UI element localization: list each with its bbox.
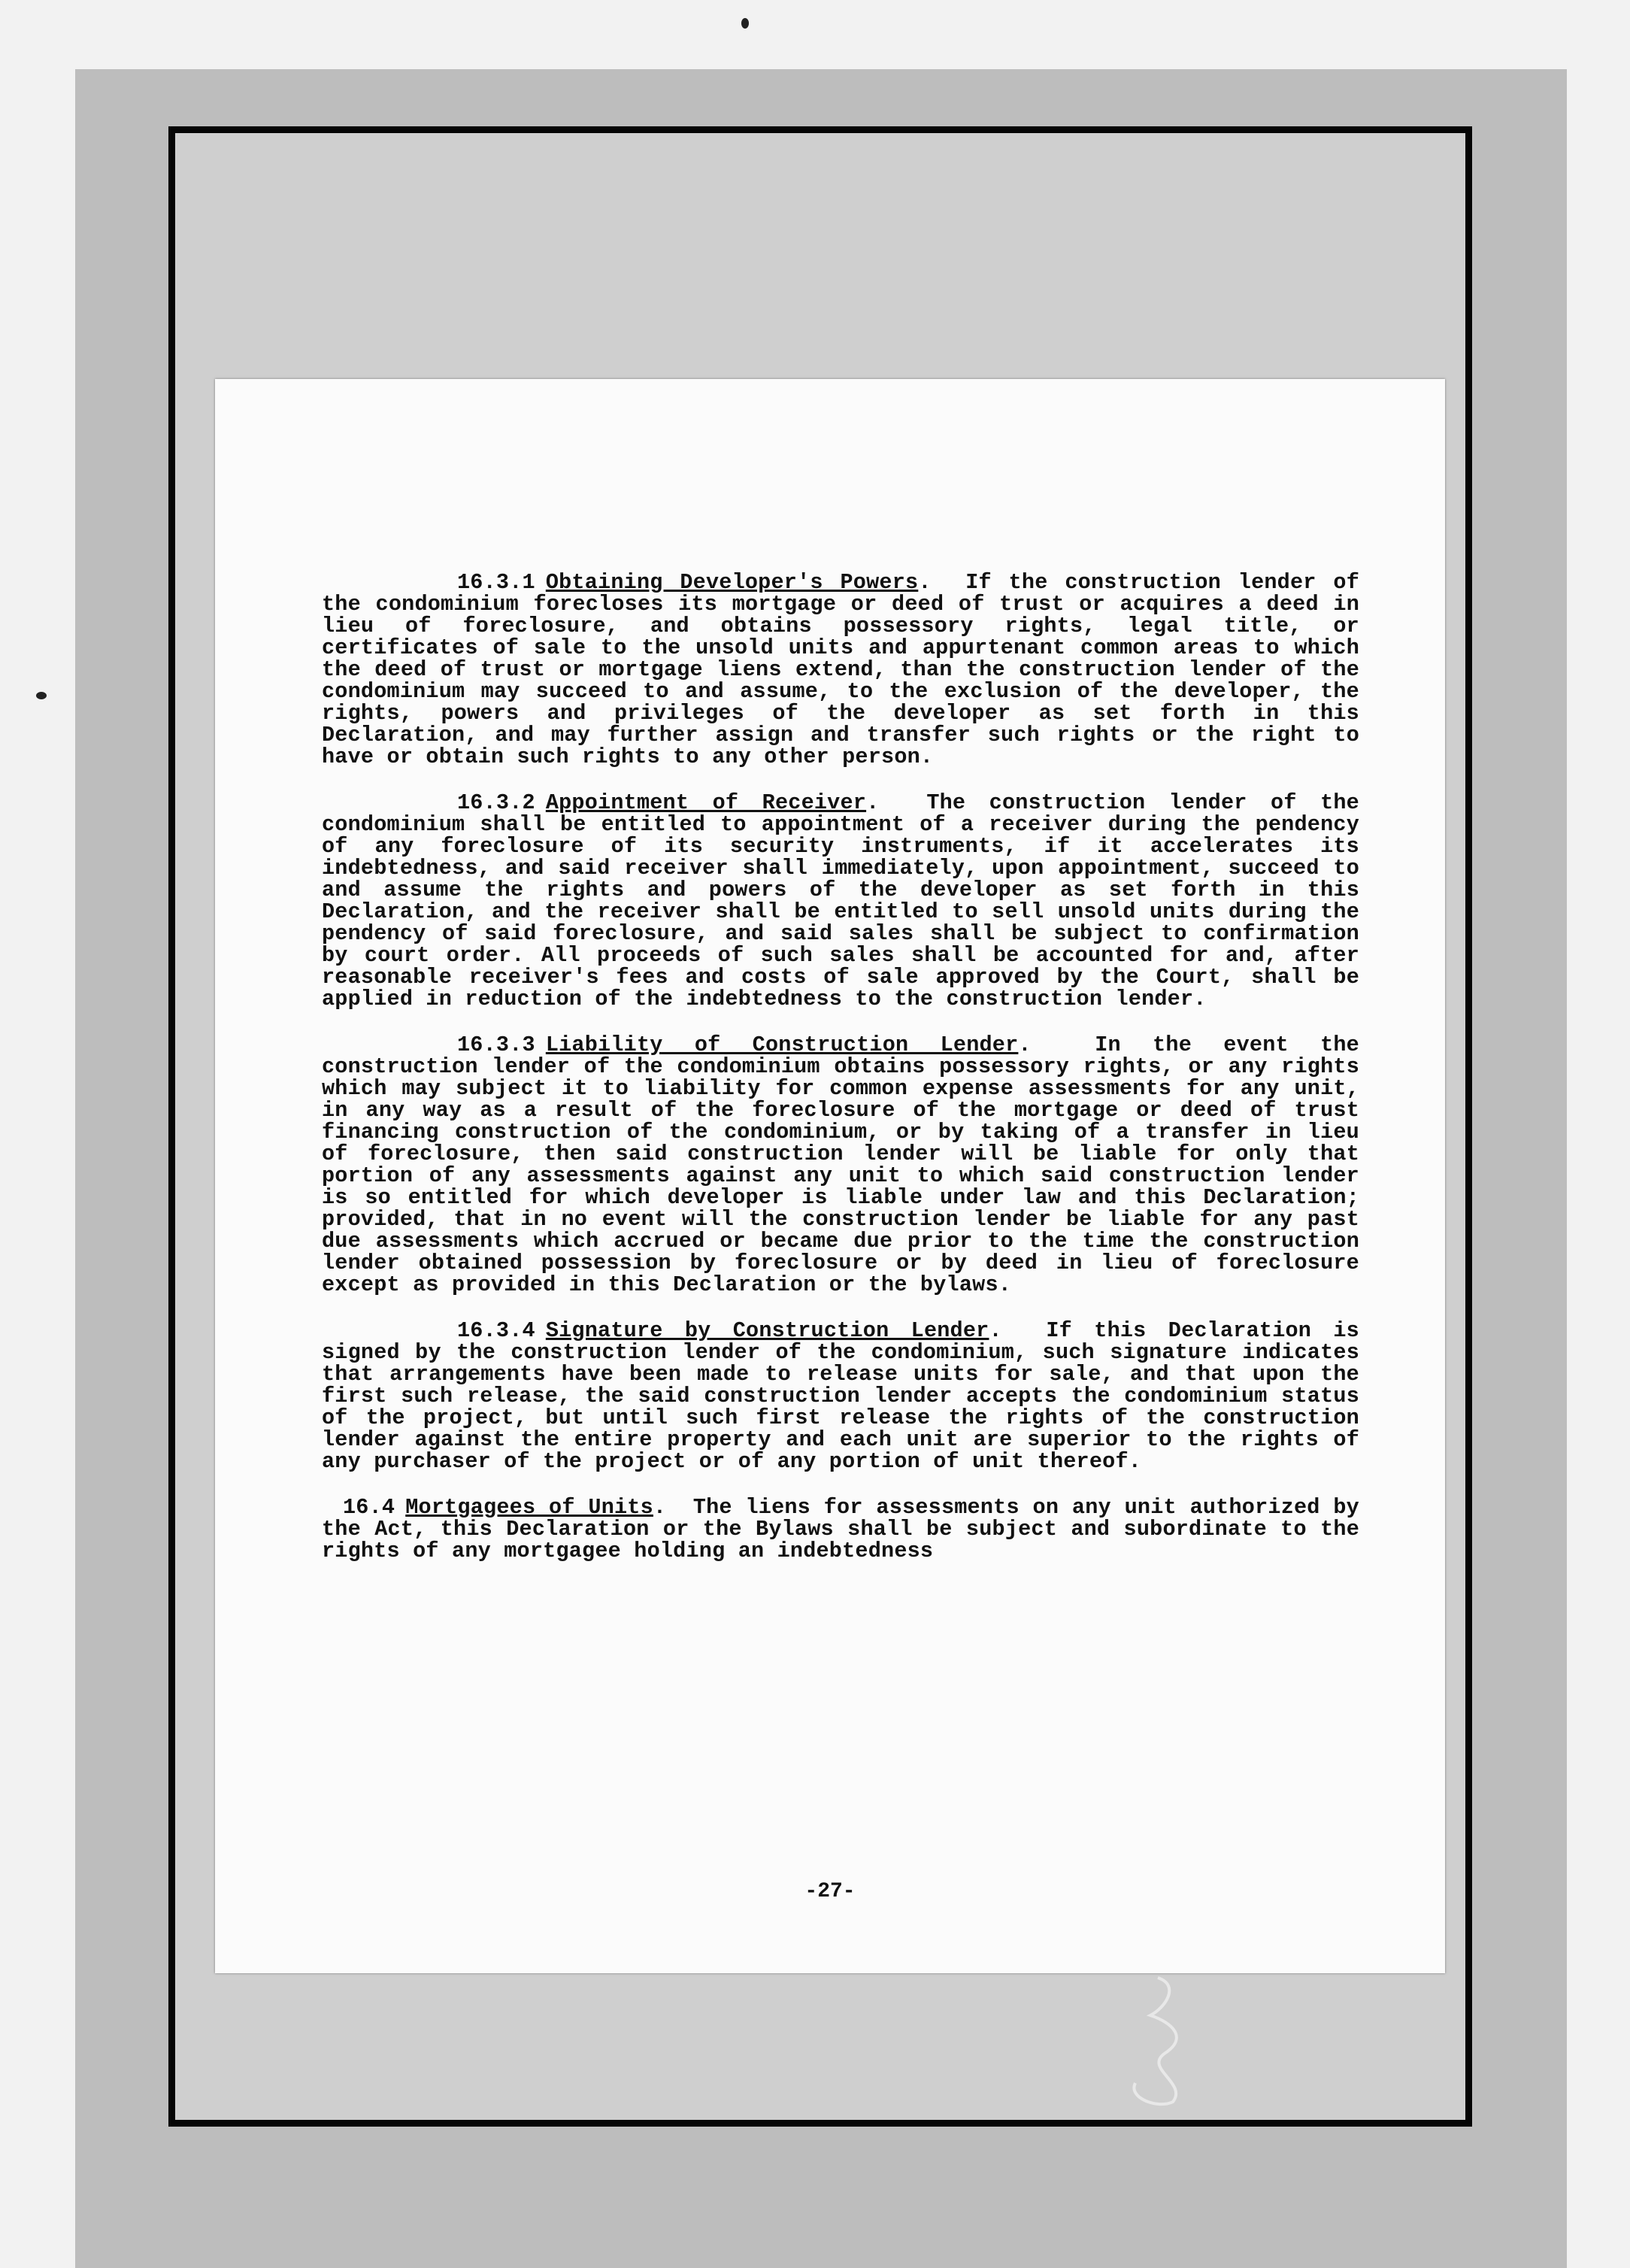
section-body: In the event the construction lender of the condominium obtains possessory rights, or any rights which may subject it to liability for common expense assessments for any unit, in any way as a result of the foreclosure of the mortgage or deed of trust financing construction of the condominium, or by taking of a transfer in lieu of foreclosure, then said construction lender will be liable for only that portion of any assessments against any unit to which said construction lender is so entitled for which developer is liable under law and this Declaration; provided, that in no event will the construction lender be liable for any past due assessments which accrued or became due prior to the time the construction lender obtained possession by foreclosure or by deed in lieu of foreclosure except as provided in this Declaration or the bylaws. (322, 1032, 1359, 1297)
dust-speck (36, 692, 47, 699)
dust-speck (741, 18, 749, 29)
section-body: The construction lender of the condominium shall be entitled to appointment of a receiver during the pendency of any foreclosure of its security instruments, if it accelerates its indebtedness, and said receiver shall immediately, upon appointment, succeed to and assume the rights and powers of the developer as set forth in this Declaration, and the receiver shall be entitled to sell unsold units during the pendency of said foreclosure, and said sales shall be subject to confirmation by court order. All proceeds of such sales shall be accounted for and, after reasonable receiver's fees and costs of sale approved by the Court, shall be applied in reduction of the indebtedness to the construction lender. (322, 790, 1359, 1011)
margin-scribble (1113, 1970, 1233, 2113)
document-page (215, 379, 1445, 1973)
section-16-4: 16.4 Mortgagees of Units. The liens for assessments on any unit authorized by the Act, this Declaration or the Bylaws shall be subject and subordinate to the rights of any mortgagee holding an indebtedness (322, 1495, 1359, 1563)
section-number: 16.3.2 (457, 790, 535, 815)
page-number: -27- (804, 1880, 856, 1903)
section-heading: Signature by Construction Lender (545, 1318, 989, 1343)
section-16-3-2: 16.3.2 Appointment of Receiver. The construction lender of the condominium shall be entitled to appointment of a receiver during the pendency of any foreclosure of its security instruments, if it accelerates its indebtedness, and said receiver shall immediately, upon appointment, succeed to and assume the rights and powers of the developer as set forth in this Declaration, and the receiver shall be entitled to sell unsold units during the pendency of said foreclosure, and said sales shall be subject to confirmation by court order. All proceeds of such sales shall be accounted for and, after reasonable receiver's fees and costs of sale approved by the Court, shall be applied in reduction of the indebtedness to the construction lender. (322, 790, 1359, 1011)
section-number: 16.3.3 (457, 1032, 535, 1057)
section-16-3-4: 16.3.4 Signature by Construction Lender. If this Declaration is signed by the construction lender of the condominium, such signature indicates that arrangements have been made to release units for sale, and that upon the first such release, the said construction lender accepts the condominium status of the project, but until such first release the rights of the construction lender against the entire property and each unit are superior to the rights of any purchaser of the project or of any portion of unit thereof. (322, 1318, 1359, 1474)
section-body: The liens for assessments on any unit authorized by the Act, this Declaration or the Bylaws shall be subject and subordinate to the rights of any mortgagee holding an indebtedness (322, 1495, 1359, 1563)
section-heading: Obtaining Developer's Powers (545, 570, 919, 595)
section-16-3-3: 16.3.3 Liability of Construction Lender. In the event the construction lender of the condominium obtains possessory rights, or any rights which may subject it to liability for common expense assessments for any unit, in any way as a result of the foreclosure of the mortgage or deed of trust financing construction of the condominium, or by taking of a transfer in lieu of foreclosure, then said construction lender will be liable for only that portion of any assessments against any unit to which said construction lender is so entitled for which developer is liable under law and this Declaration; provided, that in no event will the construction lender be liable for any past due assessments which accrued or became due prior to the time the construction lender obtained possession by foreclosure or by deed in lieu of foreclosure except as provided in this Declaration or the bylaws. (322, 1032, 1359, 1297)
section-number: 16.3.4 (457, 1318, 535, 1343)
section-number: 16.3.1 (457, 570, 535, 595)
section-body: If this Declaration is signed by the construction lender of the condominium, such signature indicates that arrangements have been made to release units for sale, and that upon the first such release, the said construction lender accepts the condominium status of the project, but until such first release the rights of the construction lender against the entire property and each unit are superior to the rights of any purchaser of the project or of any portion of unit thereof. (322, 1318, 1359, 1474)
section-number: 16.4 (343, 1495, 395, 1520)
section-heading: Appointment of Receiver (545, 790, 867, 815)
section-body: If the construction lender of the condominium forecloses its mortgage or deed of trust or acquires a deed in lieu of foreclosure, and obtains possessory rights, legal title, or certificates of sale to the unsold units and appurtenant common areas to which the deed of trust or mortgage liens extend, than the construction lender of the condominium may succeed to and assume, to the exclusion of the developer, the rights, powers and privileges of the developer as set forth in this Declaration, and may further assign and transfer such rights or the right to have or obtain such rights to any other person. (322, 570, 1359, 769)
section-heading: Liability of Construction Lender (545, 1032, 1019, 1057)
document-body (322, 572, 1359, 1586)
section-16-3-1: 16.3.1 Obtaining Developer's Powers. If the construction lender of the condominium forecloses its mortgage or deed of trust or acquires a deed in lieu of foreclosure, and obtains possessory rights, legal title, or certificates of sale to the unsold units and appurtenant common areas to which the deed of trust or mortgage liens extend, than the construction lender of the condominium may succeed to and assume, to the exclusion of the developer, the rights, powers and privileges of the developer as set forth in this Declaration, and may further assign and transfer such rights or the right to have or obtain such rights to any other person. (322, 570, 1359, 769)
section-heading: Mortgagees of Units (405, 1495, 653, 1520)
